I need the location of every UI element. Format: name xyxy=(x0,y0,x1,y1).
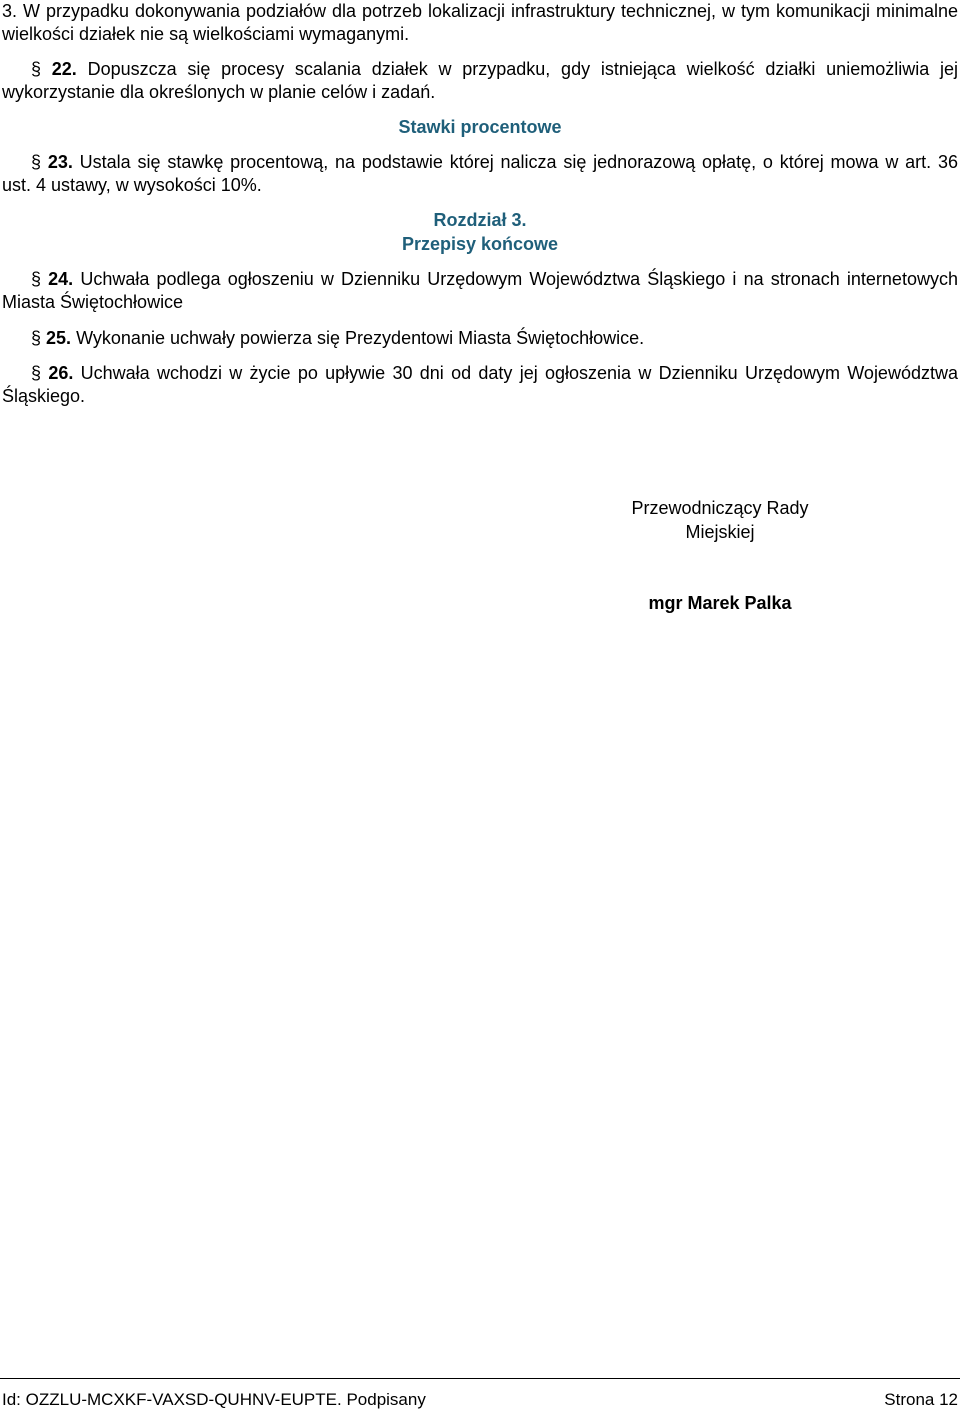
footer-page-number: Strona 12 xyxy=(884,1390,958,1409)
footer-document-id: Id: OZZLU-MCXKF-VAXSD-QUHNV-EUPTE. Podpisany xyxy=(2,1390,426,1409)
signature-name: mgr Marek Palka xyxy=(648,593,792,613)
page-footer xyxy=(0,1378,960,1411)
section-number: 26. xyxy=(48,363,74,383)
heading-przepisy-koncowe: Przepisy końcowe xyxy=(401,234,559,254)
section-number: 25. xyxy=(46,328,72,348)
paragraph-text: Ustala się stawkę procentową, na podstawie której nalicza się jednorazową opłatę, o której mowa w art. 36 ust. 4 ustawy, w wysokości 10%. xyxy=(2,152,958,195)
paragraph-section-26 xyxy=(2,362,958,408)
paragraph-section-25 xyxy=(2,327,958,350)
paragraph-section-23 xyxy=(2,151,958,197)
paragraph-text: Uchwała wchodzi w życie po upływie 30 dni od daty jej ogłoszenia w Dzienniku Urzędowym Województwa Śląskiego. xyxy=(2,363,958,406)
section-sign: § xyxy=(31,59,42,79)
paragraph-text: Wykonanie uchwały powierza się Prezydentowi Miasta Świętochłowice. xyxy=(76,328,645,348)
heading-rozdzial: Rozdział 3. xyxy=(433,210,527,230)
section-number: 24. xyxy=(48,269,74,289)
signature-title-line-1: Przewodniczący Rady xyxy=(631,498,809,518)
section-number: 23. xyxy=(47,152,73,172)
signature-title-line-2: Miejskiej xyxy=(685,522,755,542)
heading-stawki-procentowe: Stawki procentowe xyxy=(398,117,562,137)
section-sign: § xyxy=(31,152,42,172)
paragraph-item-3 xyxy=(2,0,958,46)
paragraph-section-24 xyxy=(2,268,958,314)
section-number: 22. xyxy=(51,59,77,79)
paragraph-text: 3. W przypadku dokonywania podziałów dla potrzeb lokalizacji infrastruktury technicznej, w tym komunikacji minimalne wielkości działek nie są wielkościami wymaganymi. xyxy=(2,1,958,44)
paragraph-text: Uchwała podlega ogłoszeniu w Dzienniku Urzędowym Województwa Śląskiego i na stronach internetowych Miasta Świętochłowice xyxy=(2,269,958,312)
paragraph-section-22 xyxy=(2,58,958,104)
section-sign: § xyxy=(31,328,42,348)
section-sign: § xyxy=(31,363,42,383)
section-sign: § xyxy=(31,269,42,289)
paragraph-text: Dopuszcza się procesy scalania działek w przypadku, gdy istniejąca wielkość działki uniemożliwia jej wykorzystanie dla określonych w planie celów i zadań. xyxy=(2,59,958,102)
